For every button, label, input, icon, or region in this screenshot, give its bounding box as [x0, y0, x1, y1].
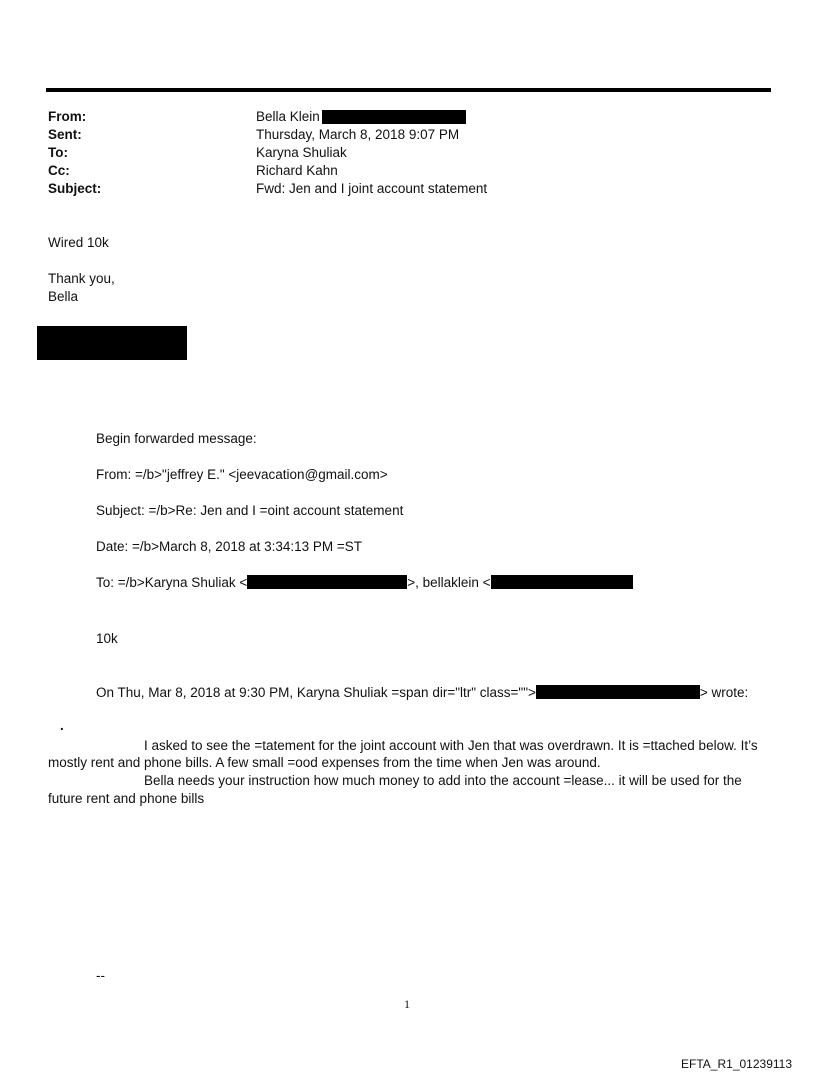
quote-paragraph-2a: Bella needs your instruction how much money to add into the account =lease... it will be used for the [144, 773, 742, 788]
page-number: 1 [404, 997, 410, 1011]
fwd-to [96, 575, 633, 590]
signature: Bella [48, 289, 79, 304]
subject-value: Fwd: Jen and I joint account statement [256, 181, 488, 196]
fwd-to-start: To: =/b>Karyna Shuliak < [96, 575, 248, 590]
bullet-dot: . [60, 718, 64, 733]
quote-header-start: On Thu, Mar 8, 2018 at 9:30 PM, Karyna Shuliak =span dir="ltr" class=""> [96, 685, 536, 700]
sent-value: Thursday, March 8, 2018 9:07 PM [256, 127, 460, 142]
from-value: Bella Klein [256, 109, 320, 124]
redaction [37, 326, 187, 360]
redaction [491, 575, 633, 589]
subject-label: Subject: [48, 181, 102, 196]
fwd-subject: Subject: =/b>Re: Jen and I =oint account statement [96, 503, 404, 518]
to-label: To: [48, 145, 68, 160]
fwd-from: From: =/b>"jeffrey E." <jeevacation@gmail.com> [96, 467, 388, 482]
body-line: Wired 10k [48, 235, 109, 250]
begin-forwarded: Begin forwarded message: [96, 431, 257, 446]
closing: Thank you, [48, 271, 115, 286]
quote-header-end: > wrote: [699, 685, 749, 700]
quote-paragraph-2b: future rent and phone bills [48, 791, 205, 806]
reply-text: 10k [96, 631, 118, 646]
to-value: Karyna Shuliak [256, 145, 347, 160]
fwd-date: Date: =/b>March 8, 2018 at 3:34:13 PM =ST [96, 539, 363, 554]
cc-label: Cc: [48, 163, 70, 178]
cc-value: Richard Kahn [256, 163, 338, 178]
from-label: From: [48, 109, 87, 124]
fwd-to-mid: >, bellaklein < [407, 575, 491, 590]
quote-paragraph-1b: mostly rent and phone bills. A few small =ood expenses from the time when Jen was around. [48, 755, 601, 770]
redaction [247, 575, 407, 589]
sent-label: Sent: [48, 127, 82, 142]
redaction [536, 685, 700, 699]
redaction [322, 110, 466, 124]
signature-dashes: -- [96, 968, 105, 983]
quote-paragraph-1a: I asked to see the =tatement for the joint account with Jen that was overdrawn. It is =ttached below. It’s [144, 738, 758, 753]
header-rule [46, 88, 771, 92]
quote-header [96, 685, 748, 700]
document-id: EFTA_R1_01239113 [681, 1057, 792, 1071]
